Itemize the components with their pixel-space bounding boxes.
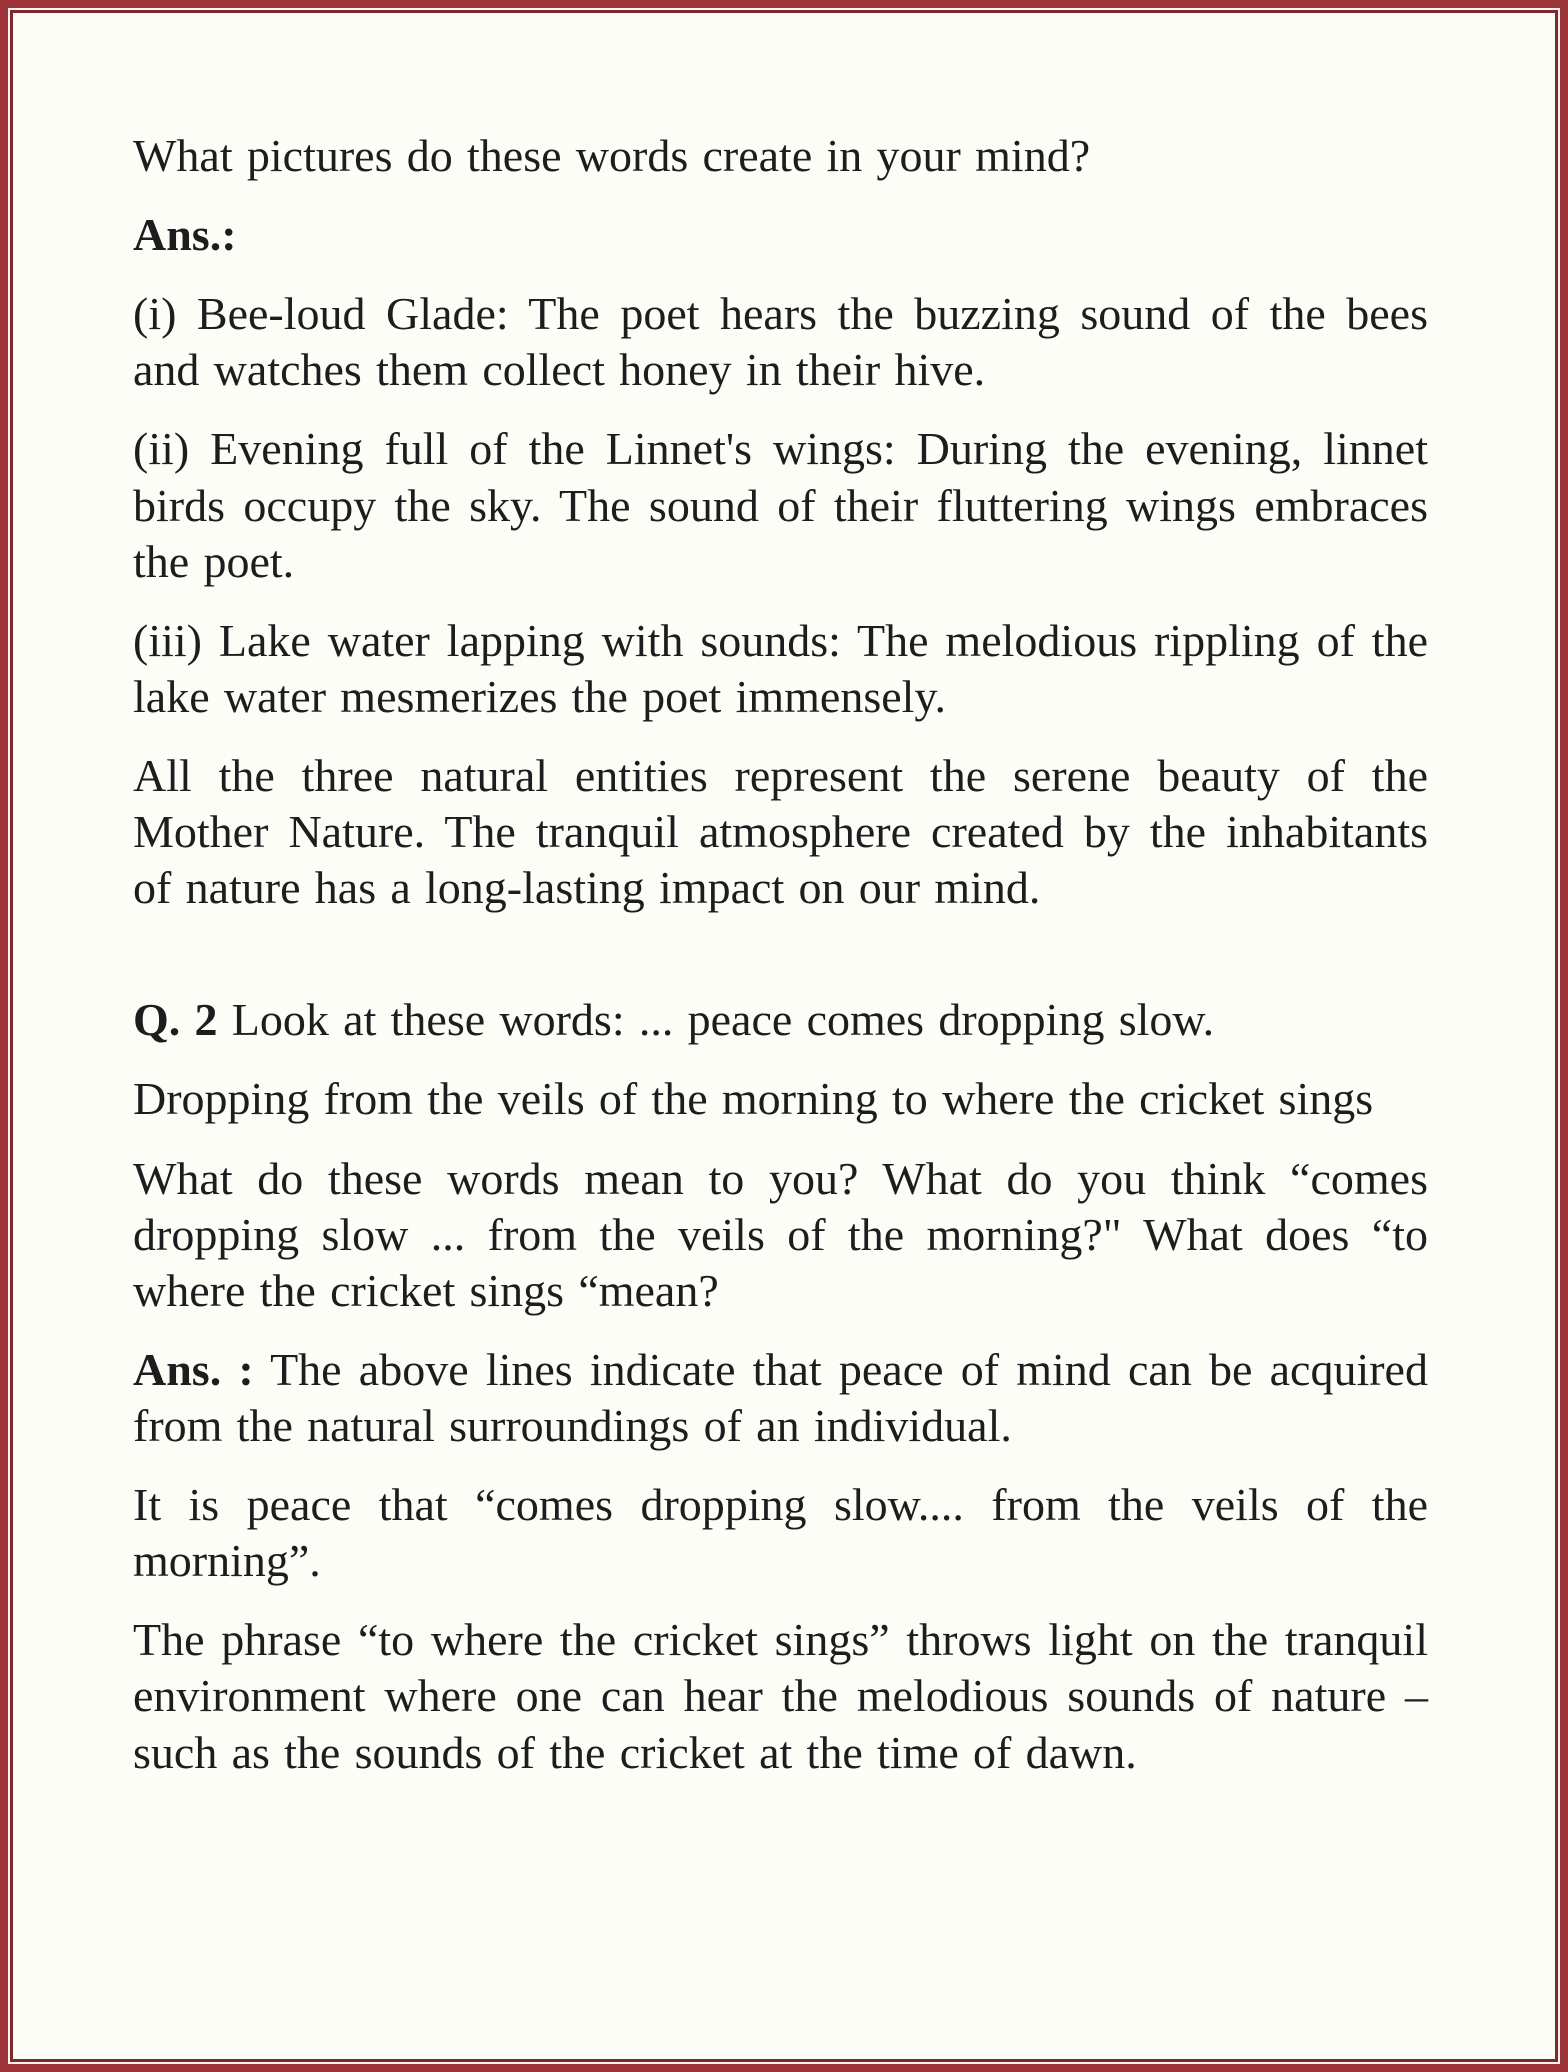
paragraph: (ii) Evening full of the Linnet's wings: During the evening, linnet birds occupy the sky. The sound of their fluttering wings embraces the poet.	[133, 423, 1428, 587]
bold-label: Ans.:	[133, 209, 237, 261]
document-page	[10, 10, 1558, 2062]
paragraph: Q. 2 Look at these words: ... peace comes dropping slow.	[133, 994, 1215, 1046]
paragraph: It is peace that “comes dropping slow.... from the veils of the morning”.	[133, 1479, 1428, 1587]
frame-gap	[8, 8, 1560, 2064]
paragraph: The phrase “to where the cricket sings” throws light on the tranquil environment where one can hear the melodious sounds of nature – such as the sounds of the cricket at the time of dawn.	[133, 1614, 1428, 1778]
paragraph: What pictures do these words create in your mind?	[133, 130, 1091, 181]
paragraph: (i) Bee-loud Glade: The poet hears the buzzing sound of the bees and watches them collect honey in their hive.	[133, 288, 1428, 396]
paragraph: Dropping from the veils of the morning to where the cricket sings	[133, 1073, 1374, 1125]
bold-label: Ans. :	[133, 1343, 254, 1395]
paragraph: Ans. : The above lines indicate that peace of mind can be acquired from the natural surroundings of an individual.	[133, 1343, 1428, 1451]
paragraph: (iii) Lake water lapping with sounds: The melodious rippling of the lake water mesmerizes the poet immensely.	[133, 614, 1428, 722]
paragraph: What do these words mean to you? What do you think “comes dropping slow ... from the veils of the morning?" What does “to where the cricket sings “mean?	[133, 1152, 1428, 1316]
paragraph	[133, 207, 1428, 263]
document-body	[133, 128, 1428, 1781]
bold-label: Q. 2	[133, 994, 218, 1046]
paragraph: All the three natural entities represent the serene beauty of the Mother Nature. The tranquil atmosphere created by the inhabitants of nature has a long-lasting impact on our mind.	[133, 749, 1428, 914]
